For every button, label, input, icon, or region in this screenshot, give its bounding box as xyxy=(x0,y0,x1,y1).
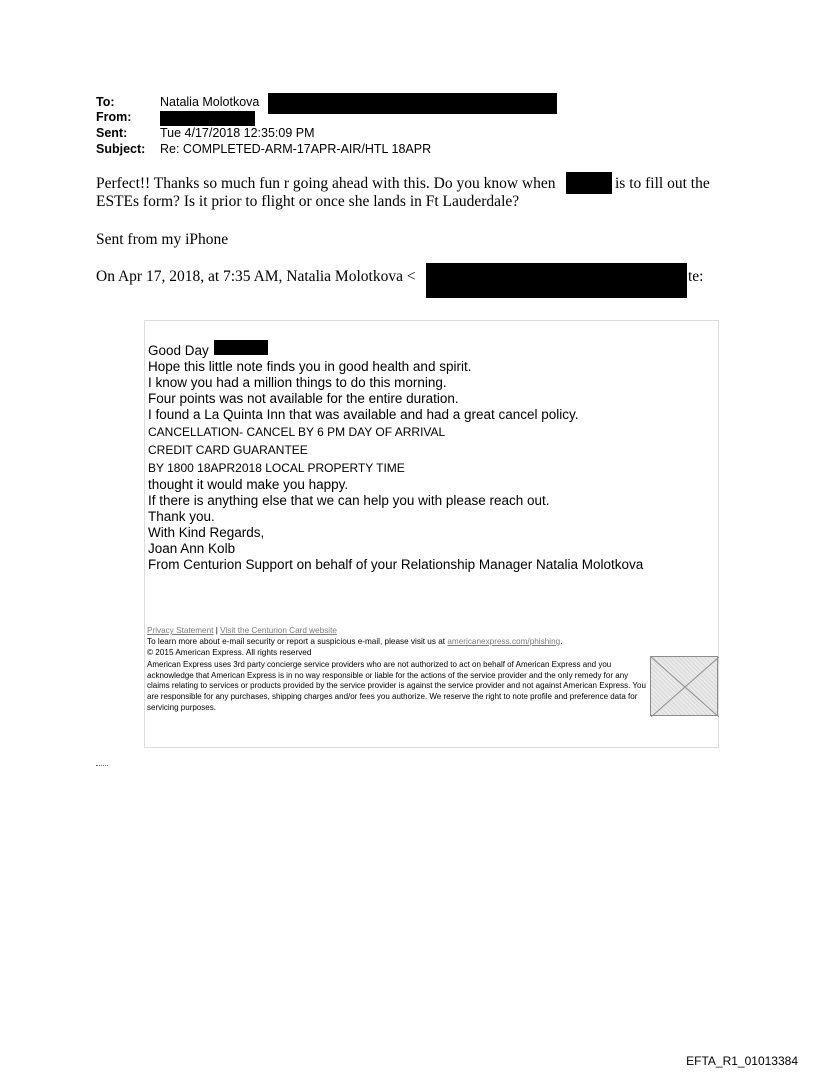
document-id: EFTA_R1_01013384 xyxy=(686,1054,798,1068)
redaction-email-address xyxy=(426,263,687,298)
quoted-line: thought it would make you happy. xyxy=(148,477,349,492)
subject-value: Re: COMPLETED-ARM-17APR-AIR/HTL 18APR xyxy=(160,142,432,156)
signature: Sent from my iPhone xyxy=(96,231,229,248)
quoted-line: Joan Ann Kolb xyxy=(148,541,236,556)
quoted-line: If there is anything else that we can help you with please reach out. xyxy=(148,493,550,508)
copyright: © 2015 American Express. All rights reserved xyxy=(147,648,312,657)
greeting: Good Day xyxy=(148,343,209,358)
quote-intro: On Apr 17, 2018, at 7:35 AM, Natalia Molotkova < xyxy=(96,268,416,285)
quoted-line: I know you had a million things to do this morning. xyxy=(148,375,447,390)
redaction-from xyxy=(160,111,255,126)
quoted-line: Hope this little note finds you in good health and spirit. xyxy=(148,359,472,374)
phishing-link[interactable]: americanexpress.com/phishing xyxy=(447,637,561,646)
quote-intro-end: te: xyxy=(688,268,704,285)
security-text: To learn more about e-mail security or report a suspicious e-mail, please visit us at xyxy=(147,637,446,646)
redaction-greeting-name xyxy=(214,340,268,355)
footer-links xyxy=(147,626,337,637)
quoted-line: Four points was not available for the entire duration. xyxy=(148,391,459,406)
quoted-line: With Kind Regards, xyxy=(148,525,265,540)
reply-line-1a: Perfect!! Thanks so much fun r going ahead with this. Do you know when xyxy=(96,175,556,192)
quoted-line: I found a La Quinta Inn that was available and had a great cancel policy. xyxy=(148,407,579,422)
to-value: Natalia Molotkova xyxy=(160,95,260,109)
quoted-line: From Centurion Support on behalf of your Relationship Manager Natalia Molotkova xyxy=(148,557,644,572)
reply-line-2: ESTEs form? Is it prior to flight or once she lands in Ft Lauderdale? xyxy=(96,193,520,210)
privacy-statement-link[interactable]: Privacy Statement xyxy=(147,626,214,635)
sent-value: Tue 4/17/2018 12:35:09 PM xyxy=(160,126,315,140)
quoted-line: CREDIT CARD GUARANTEE xyxy=(148,443,308,457)
quoted-line: Thank you. xyxy=(148,509,215,524)
reply-line-1b: is to fill out the xyxy=(615,175,710,192)
to-label: To: xyxy=(96,95,115,109)
redaction-to-email xyxy=(268,93,557,114)
quoted-line: BY 1800 18APR2018 LOCAL PROPERTY TIME xyxy=(148,461,405,475)
disclaimer: American Express uses 3rd party concierge service providers who are not authorized to act on behalf of American Express and you acknowledge that American Express is in no way responsible or liable for the actions of the service provider and the only remedy for any claims relating to services or products provided by the service provider is against the service provider and not against American Express. You are responsible for any purchases, shipping charges and/or fees you authorize. We reserve the right to note profile and preference data for servicing purposes. xyxy=(147,660,646,712)
redaction-name-1 xyxy=(566,172,612,194)
sent-label: Sent: xyxy=(96,126,128,140)
subject-label: Subject: xyxy=(96,142,146,156)
quoted-line: CANCELLATION- CANCEL BY 6 PM DAY OF ARRIVAL xyxy=(148,425,446,439)
broken-image-icon xyxy=(650,656,718,716)
centurion-website-link[interactable]: Visit the Centurion Card website xyxy=(220,626,337,635)
link-separator: | xyxy=(215,626,218,635)
from-label: From: xyxy=(96,110,132,124)
security-period: . xyxy=(560,637,563,646)
quoted-message xyxy=(144,320,719,748)
security-notice xyxy=(147,637,562,648)
page-mark xyxy=(96,764,108,766)
